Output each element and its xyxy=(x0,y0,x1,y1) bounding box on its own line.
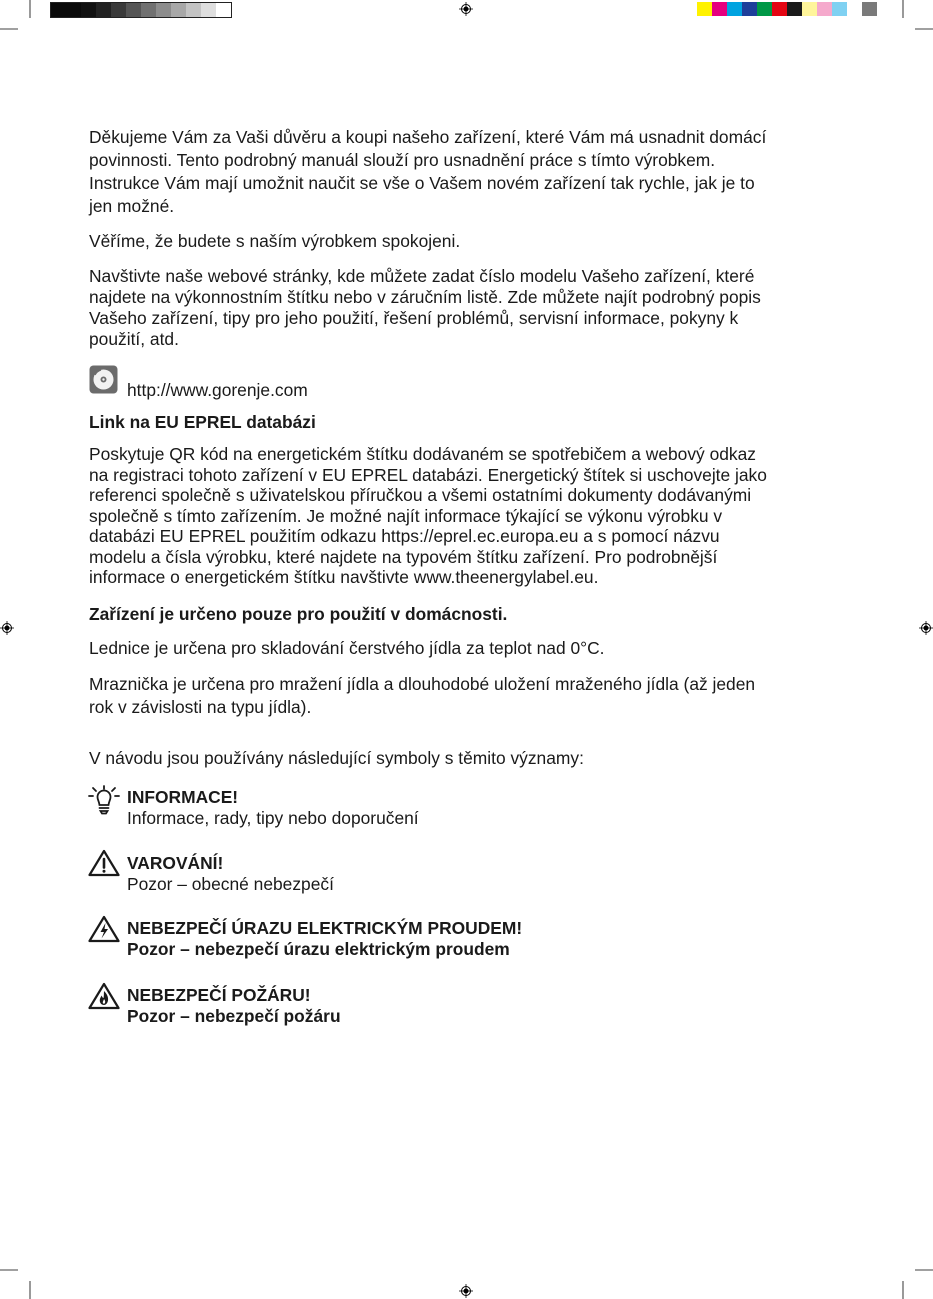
eprel-line: referenci společně s uživatelskou příručkou a všemi ostatními dokumenty dodávanými xyxy=(89,485,752,505)
eprel-line: na registraci tohoto zařízení v EU EPREL databázi. Energetický štítek si uschovejte jako xyxy=(89,464,767,485)
eprel-line: společně s tímto zařízením. Je možné najít informace týkající se výkonu výrobku v xyxy=(89,505,723,526)
freezer-line: Mraznička je určena pro mražení jídla a dlouhodobé uložení mraženého jídla (až jeden xyxy=(89,674,756,694)
website-info-line: Vašeho zařízení, tipy pro jeho použití, řešení problémů, servisní informace, pokyny k xyxy=(89,308,739,328)
intro-line: Instrukce Vám mají umožnit naučit se vše o Vašem novém zařízení tak rychle, jak je to xyxy=(89,173,755,193)
eprel-heading: Link na EU EPREL databázi xyxy=(89,412,316,432)
satisfaction-text: Věříme, že budete s naším výrobkem spokojeni. xyxy=(89,231,461,251)
symbols-intro: V návodu jsou používány následující symboly s těmito významy: xyxy=(89,748,584,768)
eprel-text xyxy=(89,444,859,588)
household-heading: Zařízení je určeno pouze pro použití v domácnosti. xyxy=(89,604,508,624)
symbol-description: Pozor – nebezpečí úrazu elektrickým proudem xyxy=(127,939,510,959)
eprel-line: databázi EU EPREL použitím odkazu https://eprel.ec.europa.eu a s pomocí názvu xyxy=(89,526,720,546)
fridge-usage-text: Lednice je určena pro skladování čerstvého jídla za teplot nad 0°C. xyxy=(89,638,605,658)
website-info-line: Navštivte naše webové stránky, kde můžete zadat číslo modelu Vašeho zařízení, které xyxy=(89,266,755,286)
eprel-line: Poskytuje QR kód na energetickém štítku dodávaném se spotřebičem a webový odkaz xyxy=(89,444,756,464)
website-link[interactable]: http://www.gorenje.com xyxy=(127,380,308,400)
website-info-line: najdete na výkonnostním štítku nebo v záručním listě. Zde můžete najít podrobný popis xyxy=(89,287,761,307)
symbol-title: NEBEZPEČÍ POŽÁRU! xyxy=(127,985,311,1005)
symbol-title: VAROVÁNÍ! xyxy=(127,853,224,873)
symbol-title: INFORMACE! xyxy=(127,787,239,807)
symbol-title: NEBEZPEČÍ ÚRAZU ELEKTRICKÝM PROUDEM! xyxy=(127,918,523,938)
symbol-description: Pozor – nebezpečí požáru xyxy=(127,1006,341,1026)
eprel-line: modelu a čísla výrobku, které najdete na typovém štítku zařízení. Pro podrobnější xyxy=(89,546,718,567)
eprel-line: informace o energetickém štítku navštivte www.theenergylabel.eu. xyxy=(89,567,599,587)
electric-hazard-icon xyxy=(88,915,120,943)
symbol-description: Informace, rady, tipy nebo doporučení xyxy=(127,808,419,828)
lightbulb-icon xyxy=(88,785,120,815)
fire-hazard-icon xyxy=(88,982,120,1010)
manual-intro-text xyxy=(89,126,849,350)
website-info-line: použití, atd. xyxy=(89,329,179,349)
freezer-line: rok v závislosti na typu jídla). xyxy=(89,697,312,717)
intro-line: Děkujeme Vám za Vaši důvěru a koupi našeho zařízení, které Vám má usnadnit domácí xyxy=(89,127,767,147)
symbol-description: Pozor – obecné nebezpečí xyxy=(127,874,334,894)
cd-disc-icon xyxy=(89,365,118,394)
freezer-usage-text xyxy=(89,673,859,719)
intro-line: jen možné. xyxy=(89,196,175,216)
warning-triangle-icon xyxy=(88,849,120,877)
intro-line: povinnosti. Tento podrobný manuál slouží pro usnadnění práce s tímto výrobkem. xyxy=(89,150,716,170)
